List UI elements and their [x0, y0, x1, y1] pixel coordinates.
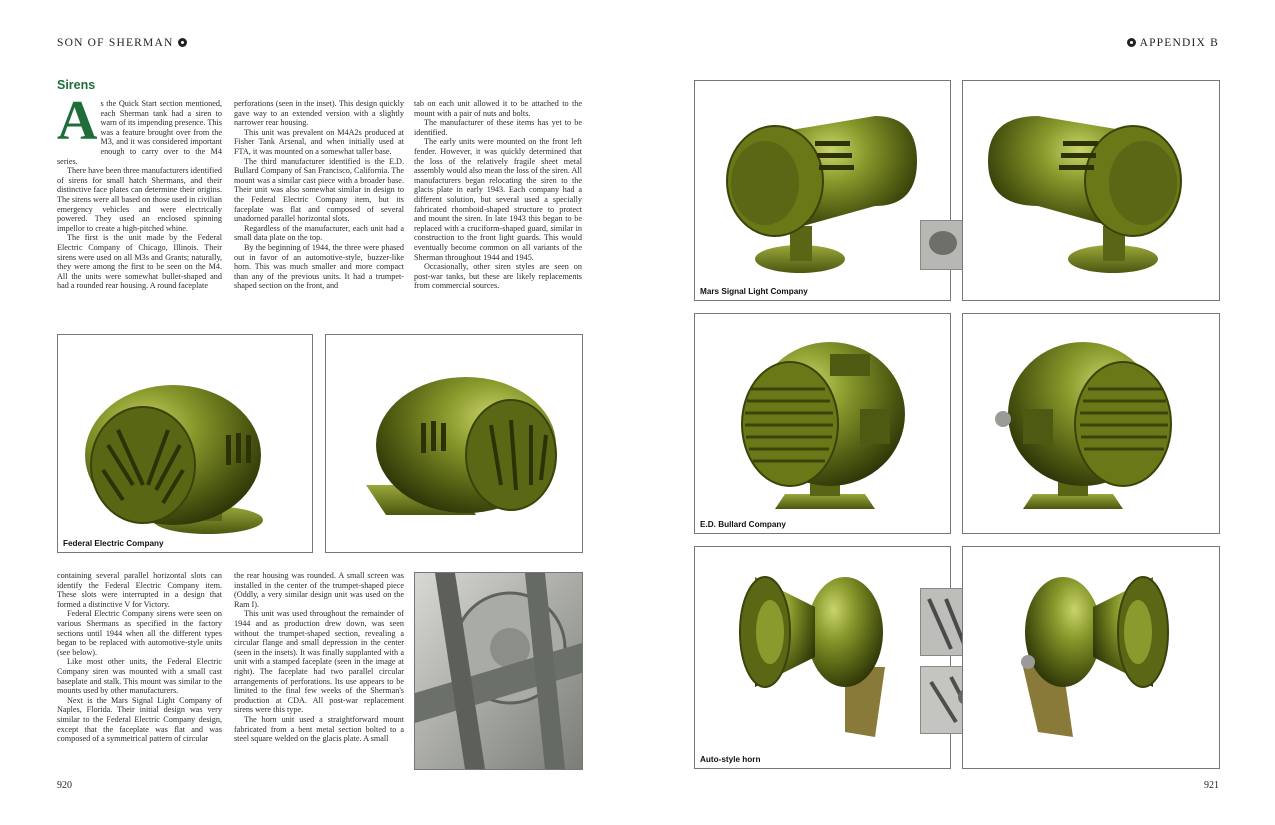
running-header-right — [1127, 37, 1219, 49]
text-column-1 — [57, 90, 222, 321]
paragraph: The first is the unit made by the Federal Electric Company of Chicago, Illinois. Their sirens were used on all M3s and Grants; naturally, they were among the first to be seen on the M4. All the units were somewhat bullet-shaped and had a rounded rear housing. A round faceplate — [57, 233, 222, 291]
mars-siren-front-image — [695, 81, 950, 300]
mars-siren-rear-image — [963, 81, 1219, 300]
figure-caption: E.D. Bullard Company — [700, 520, 786, 529]
figure-federal-front — [57, 334, 313, 553]
federal-siren-front-image — [58, 335, 312, 552]
bullard-siren-front-image — [695, 314, 950, 533]
figure-federal-rear — [325, 334, 583, 553]
photo-siren-mount — [414, 572, 583, 770]
paragraph: containing several parallel horizontal slots can identify the Federal Electric Company item. These slots were interrupted in a design that formed a distinctive V for Victory. — [57, 571, 222, 609]
paragraph: Regardless of the manufacturer, each unit had a small data plate on the top. — [234, 223, 404, 243]
paragraph: Federal Electric Company sirens were seen on various Shermans as specified in the factory sections until 1944 when all the different types began to be replaced with automotive-style units (see below). — [57, 609, 222, 657]
figure-mars-front — [694, 80, 951, 301]
paragraph: perforations (seen in the inset). This design quickly gave way to an extended version with a slightly narrower rear housing. — [234, 99, 404, 128]
figure-caption: Federal Electric Company — [63, 539, 164, 548]
mars-inset-photo-image — [921, 221, 967, 269]
paragraph: s the Quick Start section mentioned, each Sherman tank had a siren to warn of its impending presence. This was a feature brought over from the M3, and it was considered important enough to carry over to the M4 series. — [57, 99, 222, 166]
paragraph: Next is the Mars Signal Light Company of Naples, Florida. Their initial design was very similar to the Federal Electric Company design, except that the faceplate was flat and was composed of a symmetrical pattern of circular — [57, 695, 222, 744]
federal-siren-rear-image — [326, 335, 582, 552]
paragraph: tab on each unit allowed it to be attached to the mount with a pair of nuts and bolts. — [414, 99, 582, 118]
figure-bullard-front — [694, 313, 951, 534]
paragraph: The horn unit used a straightforward mount fabricated from a bent metal section bolted to a steel square welded on the glacis plate. A small — [234, 714, 404, 744]
figure-horn-front — [694, 546, 951, 769]
drop-cap: A — [57, 90, 98, 152]
paragraph: By the beginning of 1944, the three were phased out in favor of an automotive-style, buzzer-like horn. This was much smaller and more compact than any of the previous units. It had a trumpet-shaped section on the front, and — [234, 242, 404, 291]
bullard-siren-rear-image — [963, 314, 1219, 533]
paragraph: The manufacturer of these items has yet to be identified. — [414, 118, 582, 137]
horn-siren-front-image — [695, 547, 950, 768]
text-column-4 — [57, 571, 222, 771]
figure-caption: Mars Signal Light Company — [700, 287, 808, 296]
running-header-left — [57, 37, 187, 49]
rosette-icon — [178, 38, 187, 47]
text-column-2 — [234, 99, 404, 321]
paragraph: This unit was prevalent on M4A2s produced at Fisher Tank Arsenal, and when initially used at FTA, it was mounted on a somewhat taller base. — [234, 127, 404, 156]
rosette-icon — [1127, 38, 1136, 47]
figure-mars-rear — [962, 80, 1220, 301]
header-right-title: APPENDIX B — [1139, 37, 1219, 49]
paragraph: Occasionally, other siren styles are seen on post-war tanks, but these are likely replacements from commercial sources. — [414, 262, 582, 291]
figure-horn-rear — [962, 546, 1220, 769]
text-column-5 — [234, 571, 404, 771]
text-column-3 — [414, 99, 582, 321]
page-number-right: 921 — [1204, 780, 1219, 791]
section-title: Sirens — [57, 78, 96, 92]
siren-mount-photo-image — [415, 573, 582, 769]
page-number-left: 920 — [57, 780, 72, 791]
paragraph: This unit was used throughout the remainder of 1944 and as production drew down, was seen without the trumpet-shaped section, revealing a circular flange and small depression in the center (seen in the insets). It was finally supplanted with a unit with a stamped faceplate (seen in the image at right). The faceplate had two parallel circular arrangements of perforations. Its use appears to be limited to the final few weeks of the Sherman's production at CDA. All post-war replacement sirens were this type. — [234, 609, 404, 715]
horn-siren-rear-image — [963, 547, 1219, 768]
figure-caption: Auto-style horn — [700, 755, 761, 764]
paragraph: There have been three manufacturers identified of sirens for small hatch Shermans, and their distinctive face plates can determine their origins. The sirens were all based on those used in civilian emergency vehicles and were electrically powered. They used an enclosed spinning impellor to create a high-pitched whine. — [57, 166, 222, 233]
header-left-title: SON OF SHERMAN — [57, 37, 174, 49]
paragraph: Like most other units, the Federal Electric Company siren was mounted with a small cast baseplate and stalk. This mount was similar to the mounts used by other manufacturers. — [57, 657, 222, 696]
paragraph: the rear housing was rounded. A small screen was installed in the center of the trumpet-shaped piece (Oddly, a very similar design unit was used on the Ram I). — [234, 571, 404, 609]
inset-photo-mars — [920, 220, 968, 270]
paragraph: The third manufacturer identified is the E.D. Bullard Company of San Francisco, California. The mount was a similar cast piece with a broader base. Their unit was also somewhat similar in design to the Federal Electric Company item, but its faceplate was flat and composed of several unadorned parallel horizontal slots. — [234, 156, 404, 224]
paragraph: The early units were mounted on the front left fender. However, it was quickly determined that the loss of the relatively fragile sheet metal assembly would also mean the loss of the siren. All manufacturers began relocating the siren to the glacis plate in early 1943. Each company had a different solution, but several used a specially fabricated rhomboid-shaped structure to protect and mount the siren. In late 1943 this began to be replaced with a cruciform-shaped guard, similar in construction to the front light guards. This would eventually become common on all variants of the Sherman throughout 1944 and 1945. — [414, 137, 582, 262]
figure-bullard-rear — [962, 313, 1220, 534]
